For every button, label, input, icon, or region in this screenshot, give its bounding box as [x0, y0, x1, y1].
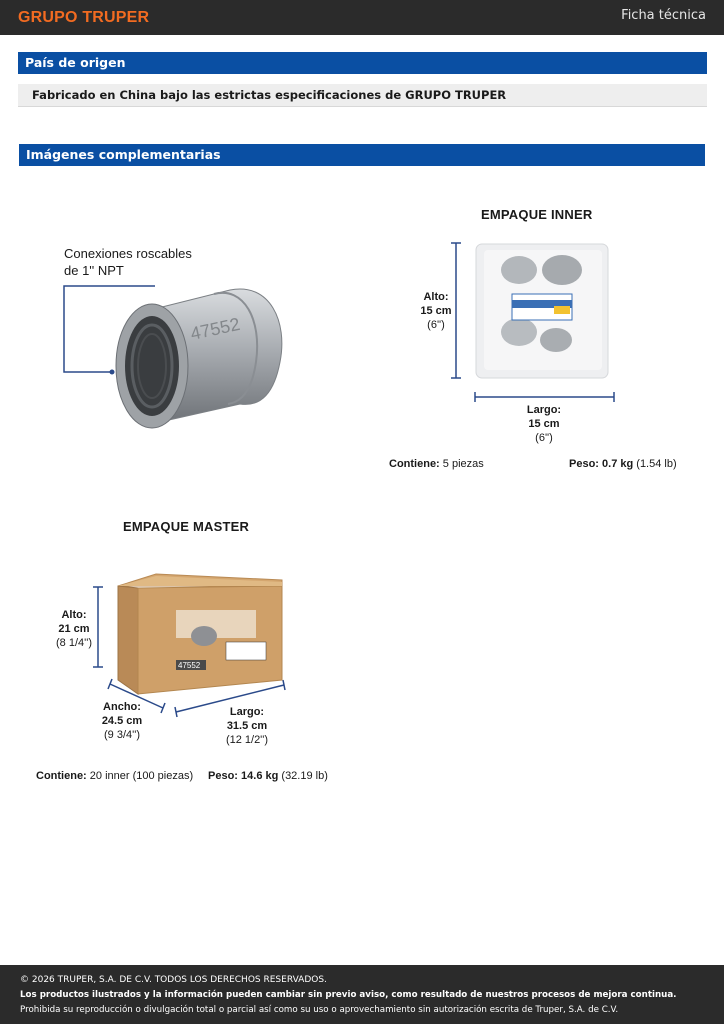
inner-alto-cm: 15 cm	[420, 305, 452, 317]
master-largo	[214, 705, 280, 747]
master-ancho-label: Ancho:	[103, 701, 141, 713]
origin-text: Fabricado en China bajo las estrictas especificaciones de GRUPO TRUPER	[18, 84, 707, 107]
master-largo-label: Largo:	[229, 706, 265, 718]
inner-peso-value: 0.7 kg	[602, 458, 634, 470]
master-largo-in: (12 1/2'')	[225, 734, 269, 746]
footer-prohibition: Prohibida su reproducción o divulgación total o parcial así como su uso o aprovechamiento sin autorización escrita de Truper, S.A. de C.V.	[20, 1005, 619, 1015]
inner-title: EMPAQUE INNER	[481, 207, 593, 222]
master-peso	[208, 770, 328, 782]
truper-logo: GRUPO TRUPER	[18, 9, 150, 26]
inner-largo-in: (6'')	[535, 432, 553, 444]
master-contiene-value: 20 inner (100 piezas)	[89, 770, 194, 782]
section-origin-header: País de origen	[18, 52, 707, 74]
master-peso-value: 14.6 kg	[241, 770, 279, 782]
callout-line-2: de 1'' NPT	[64, 263, 124, 278]
inner-alto-in: (6'')	[427, 319, 445, 331]
document-type: Ficha técnica	[621, 8, 706, 23]
master-alto-in: (8 1/4'')	[56, 637, 92, 649]
inner-largo-label: Largo:	[526, 404, 562, 416]
section-images-header: Imágenes complementarias	[19, 144, 705, 166]
inner-contiene-label: Contiene:	[389, 458, 440, 470]
master-title: EMPAQUE MASTER	[123, 519, 250, 534]
master-box-image	[116, 572, 286, 697]
master-box-code: 47552	[178, 661, 201, 670]
master-alto-cm: 21 cm	[58, 623, 90, 635]
inner-peso-label: Peso:	[569, 458, 599, 470]
master-peso-label: Peso:	[208, 770, 238, 782]
inner-contiene-value: 5 piezas	[442, 458, 484, 470]
inner-peso-lb: (1.54 lb)	[636, 458, 677, 470]
master-peso-lb: (32.19 lb)	[281, 770, 328, 782]
footer-copyright: © 2026 TRUPER, S.A. DE C.V. TODOS LOS DERECHOS RESERVADOS.	[20, 975, 327, 985]
master-ancho-cm: 24.5 cm	[101, 715, 143, 727]
inner-alto-label: Alto:	[423, 291, 449, 303]
master-ancho-in: (9 3/4'')	[104, 729, 140, 741]
master-contiene	[36, 770, 193, 782]
master-largo-cm: 31.5 cm	[226, 720, 268, 732]
footer	[0, 965, 724, 1024]
master-ancho	[92, 700, 152, 742]
master-alto-label: Alto:	[61, 609, 87, 621]
master-contiene-label: Contiene:	[36, 770, 87, 782]
inner-largo-cm: 15 cm	[528, 418, 560, 430]
footer-notice: Los productos ilustrados y la información pueden cambiar sin previo aviso, como resultado de nuestros procesos de mejora continua.	[20, 990, 677, 1000]
master-alto	[50, 608, 98, 650]
callout-line-1: Conexiones roscables	[64, 246, 192, 261]
coupling-code: 47552	[188, 313, 242, 344]
